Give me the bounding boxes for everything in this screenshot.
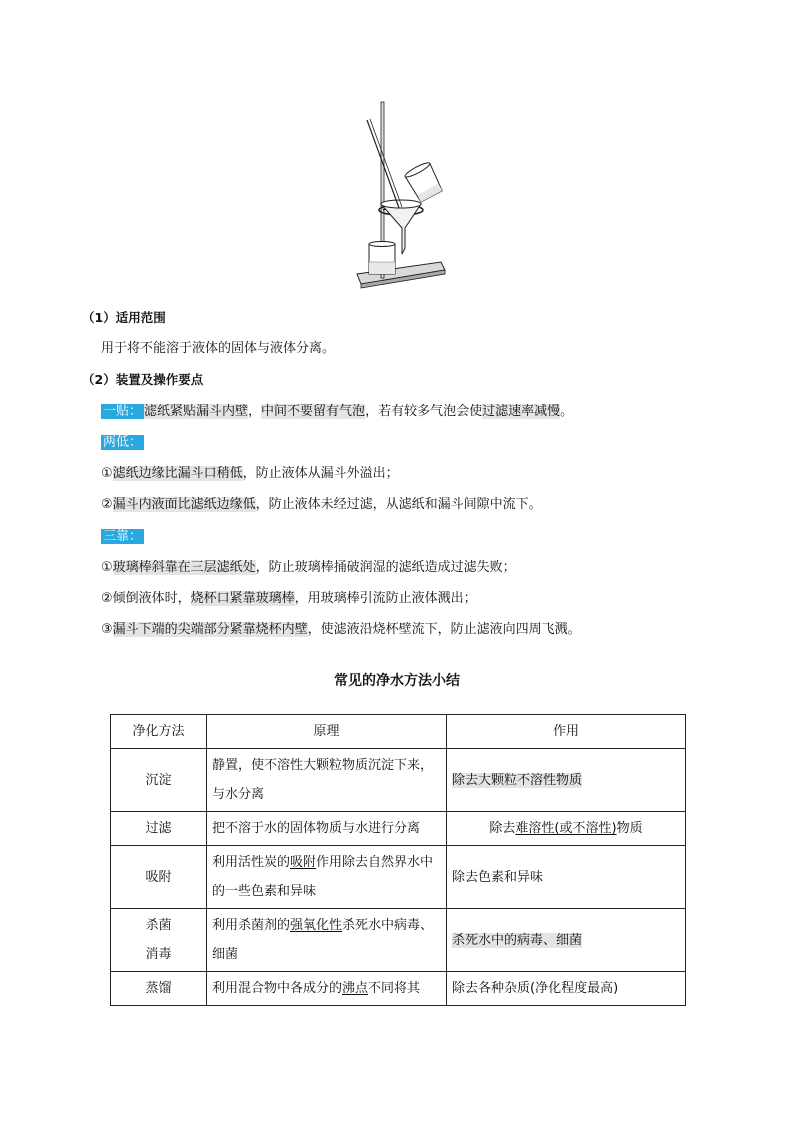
liangdi-item-1 xyxy=(101,464,399,484)
table-cell-method: 沉淀 xyxy=(111,749,207,812)
effect-text: 除去 xyxy=(489,821,516,836)
liangdi-item-2-point: 漏斗内液面比滤纸边缘低 xyxy=(112,497,256,512)
section-1-heading: （1）适用范围 xyxy=(82,310,166,325)
liangdi-tag: 两低： xyxy=(103,435,143,450)
filtration-apparatus-drawing xyxy=(355,98,447,290)
yitie-text-4: ，若有较多气泡会使 xyxy=(365,404,483,419)
principle-text: 利用活性炭的 xyxy=(212,855,291,870)
table-header-method: 净化方法 xyxy=(111,715,207,749)
table-row xyxy=(111,909,686,972)
table-row xyxy=(111,972,686,1006)
sankao-line xyxy=(101,527,144,547)
principle-underlined: 吸附 xyxy=(290,855,317,870)
table-cell-principle xyxy=(207,972,447,1006)
summary-title: 常见的净水方法小结 xyxy=(334,673,460,689)
sankao-tag: 三靠： xyxy=(103,529,143,544)
principle-text: 杀死水中病毒、细菌 xyxy=(212,918,434,962)
method-line-1: 杀菌 xyxy=(145,918,172,933)
yitie-tag: 一贴： xyxy=(103,404,143,419)
sankao-item-3-text: ，使滤液沿烧杯壁流下，防止滤液向四周飞溅。 xyxy=(307,622,581,637)
effect-highlight: 除去大颗粒不溶性物质 xyxy=(452,772,583,788)
sankao-item-2 xyxy=(101,589,477,609)
liangdi-item-2 xyxy=(101,495,542,515)
sankao-item-1-text: ，防止玻璃棒捅破润湿的滤纸造成过滤失败； xyxy=(255,560,516,575)
table-cell-effect xyxy=(447,909,686,972)
sankao-item-1-point: 玻璃棒斜靠在三层滤纸处 xyxy=(112,560,256,575)
principle-text: 利用杀菌剂的 xyxy=(212,918,291,933)
water-purification-table xyxy=(110,714,686,1006)
principle-underlined: 沸点 xyxy=(342,981,369,996)
effect-underlined: 难溶性(或不溶性) xyxy=(515,821,617,836)
yitie-point-2: 中间不要留有气泡 xyxy=(261,404,366,419)
table-header-principle: 原理 xyxy=(207,715,447,749)
table-cell-principle xyxy=(207,909,447,972)
liangdi-item-2-text: ，防止液体未经过滤，从滤纸和漏斗间隙中流下。 xyxy=(255,497,542,512)
sankao-item-3-num: ③ xyxy=(101,622,113,637)
liangdi-item-2-num: ② xyxy=(101,497,113,512)
table-cell-principle xyxy=(207,846,447,909)
section-2-heading: （2）装置及操作要点 xyxy=(82,372,204,387)
liangdi-item-1-point: 滤纸边缘比漏斗口稍低 xyxy=(112,466,243,481)
method-line-2: 消毒 xyxy=(145,947,172,962)
sankao-item-1-num: ① xyxy=(101,560,113,575)
principle-text: 不同将其 xyxy=(368,981,421,996)
table-cell-principle: 静置，使不溶性大颗粒物质沉淀下来，与水分离 xyxy=(207,749,447,812)
principle-underlined: 强氧化性 xyxy=(290,918,343,933)
filtration-apparatus-illustration xyxy=(355,98,447,290)
liangdi-item-1-num: ① xyxy=(101,466,113,481)
table-row xyxy=(111,749,686,812)
yitie-text-2: ， xyxy=(248,404,262,419)
effect-highlight: 杀死水中的病毒、细菌 xyxy=(452,932,583,948)
table-cell-method: 吸附 xyxy=(111,846,207,909)
table-cell-principle: 把不溶于水的固体物质与水进行分离 xyxy=(207,812,447,846)
table-header-row xyxy=(111,715,686,749)
sankao-item-2-num: ②倾倒液体时， xyxy=(101,591,191,606)
sankao-item-3 xyxy=(101,620,581,640)
table-cell-method: 过滤 xyxy=(111,812,207,846)
table-cell-method xyxy=(111,909,207,972)
sankao-item-2-text: ，用玻璃棒引流防止液体溅出； xyxy=(294,591,477,606)
effect-text: 物质 xyxy=(616,821,643,836)
yitie-point-3: 过滤速率减慢 xyxy=(482,404,561,419)
principle-text: 利用混合物中各成分的 xyxy=(212,981,343,996)
sankao-item-3-point: 漏斗下端的尖端部分紧靠烧杯内壁 xyxy=(112,622,308,637)
yitie-line xyxy=(101,402,573,422)
liangdi-line xyxy=(101,433,144,453)
liangdi-item-1-text: ，防止液体从漏斗外溢出； xyxy=(242,466,399,481)
sankao-item-1 xyxy=(101,558,516,578)
table-cell-effect xyxy=(447,749,686,812)
section-1-text: 用于将不能溶于液体的固体与液体分离。 xyxy=(101,341,336,356)
yitie-text-6: 。 xyxy=(560,404,574,419)
sankao-item-2-point: 烧杯口紧靠玻璃棒 xyxy=(190,591,295,606)
table-cell-effect xyxy=(447,812,686,846)
table-row xyxy=(111,846,686,909)
table-cell-effect: 除去各种杂质(净化程度最高) xyxy=(447,972,686,1006)
table-row xyxy=(111,812,686,846)
principle-text: 作用除去自然界水中的一些色素和异味 xyxy=(212,855,434,899)
yitie-point-1: 滤纸紧贴漏斗内壁 xyxy=(144,404,249,419)
table-cell-effect: 除去色素和异味 xyxy=(447,846,686,909)
table-header-effect: 作用 xyxy=(447,715,686,749)
table-cell-method: 蒸馏 xyxy=(111,972,207,1006)
